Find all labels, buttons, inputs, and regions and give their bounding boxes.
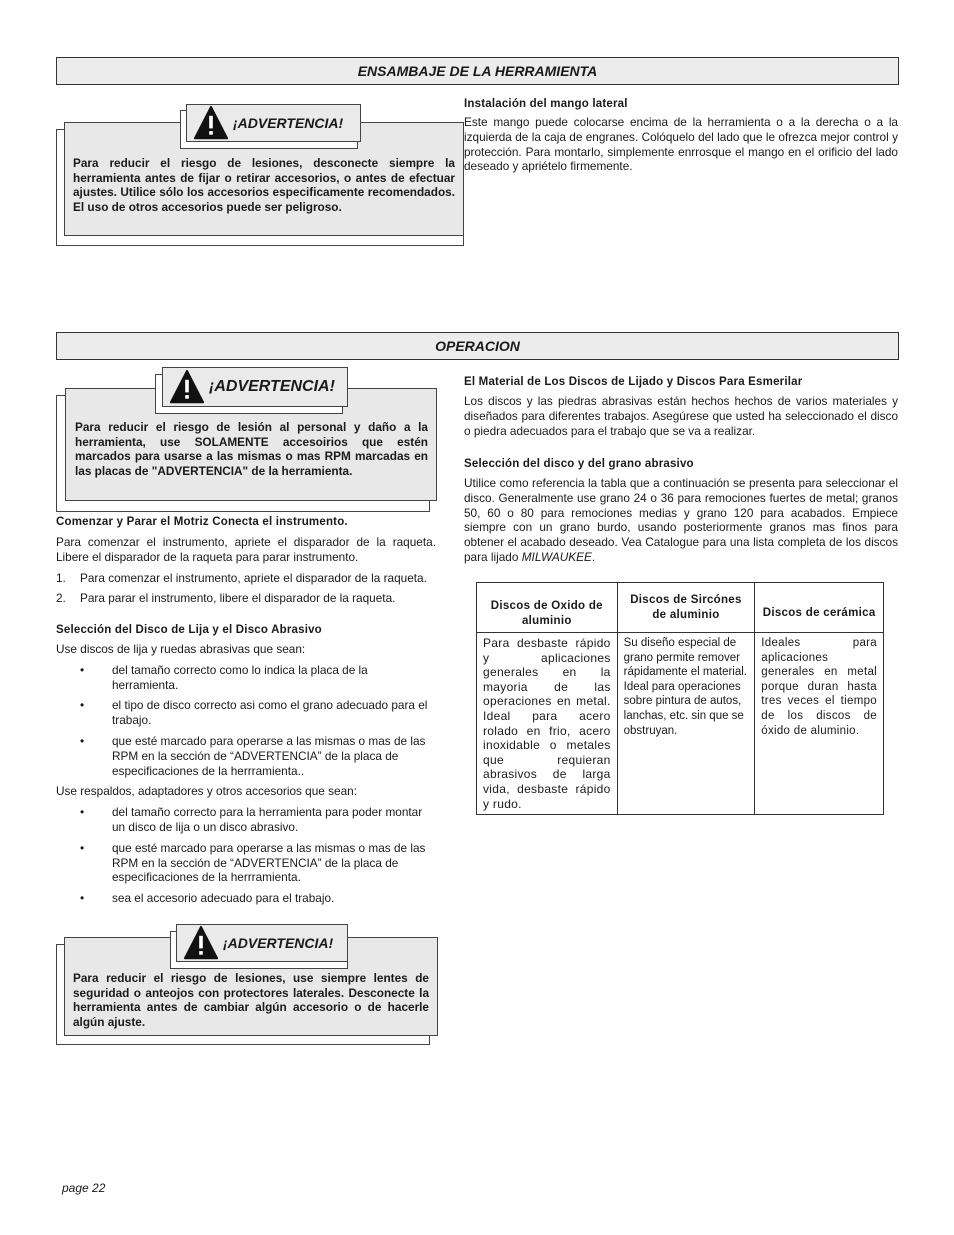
section-header-operation (56, 332, 899, 360)
list-item (56, 734, 436, 778)
disc-selection-intro: Use discos de lija y ruedas abrasivas que sean: (56, 642, 306, 656)
section-header-assembly (56, 57, 899, 85)
grit-text-end: . (591, 549, 596, 564)
list-text: Para parar el instrumento, libere el disparador de la raqueta. (80, 591, 396, 606)
bullet: • (80, 662, 85, 677)
disc-selection-heading: Selección del Disco de Lija y el Disco Abrasivo (56, 624, 322, 636)
table-row (477, 633, 884, 815)
list-text: que esté marcado para operarse a las mismas o mas de las RPM en la sección de “ADVERTENCIA” de la placa de especificaciones de la herrramienta.. (112, 733, 426, 778)
bullet: • (80, 698, 85, 713)
warning-text: Para reducir el riesgo de lesión al personal y daño a la herramienta, use SOLAMENTE accesoirios que estén marcados para usarse a las mismas o mas RPM marcadas en las placas de "ADVERTENCIA" de la herramienta. (75, 420, 428, 478)
bullet: • (80, 805, 85, 820)
list-item (56, 698, 436, 728)
list-item (56, 571, 436, 586)
start-stop-section (56, 516, 436, 606)
warning-tab (176, 924, 348, 962)
disc-selection-section (56, 624, 436, 906)
list-text: sea el accesorio adecuado para el trabajo. (112, 891, 335, 906)
list-item (56, 891, 436, 906)
page-number: page 22 (62, 1181, 106, 1195)
bullet: • (80, 891, 85, 906)
table-cell: Su diseño especial de grano permite remover rápidamente el material. Ideal para operaciones sobre pintura de autos, lanchas, etc. sin que se obstruyan. (617, 633, 755, 815)
disc-material-section (464, 376, 898, 438)
table-header-row (477, 583, 884, 633)
disc-comparison-table (476, 582, 884, 815)
warning-label: ¡ADVERTENCIA! (209, 378, 335, 395)
bullet: • (80, 733, 85, 748)
table-header: Discos de Oxido de aluminio (477, 583, 618, 633)
warning-label: ¡ADVERTENCIA! (233, 115, 344, 131)
list-text: que esté marcado para operarse a las mismas o mas de las RPM en la sección de “ADVERTENCIA” de la placa de especificaciones de la herrramienta. (112, 840, 426, 885)
table-cell: Ideales para aplicaciones generales en metal porque duran hasta tres veces el tiempo de los discos de óxido de aluminio. (755, 633, 884, 815)
bullet: • (80, 840, 85, 855)
table-header: Discos de Sircónes de aluminio (617, 583, 755, 633)
warning-label: ¡ADVERTENCIA! (223, 935, 334, 951)
brand-name: MILWAUKEE (521, 549, 592, 564)
list-text: del tamaño correcto para la herramienta para poder montar un disco de lija o un disco abrasivo. (112, 805, 423, 834)
warning-text: Para reducir el riesgo de lesiones, desconecte siempre la herramienta antes de fijar o retirar accesorios, o antes de efectuar ajustes. Utilice sólo los accesorios especificamente recomendados. El uso de otros accesorios puede ser peligroso. (73, 156, 455, 214)
start-stop-heading: Comenzar y Parar el Motriz Conecta el instrumento. (56, 516, 348, 528)
side-handle-heading: Instalación del mango lateral (464, 98, 628, 110)
list-text: Para comenzar el instrumento, apriete el disparador de la raqueta. (80, 570, 427, 585)
warning-tab (162, 367, 348, 407)
warning-triangle-icon (169, 369, 205, 405)
list-text: del tamaño correcto como lo indica la placa de la herramienta. (112, 662, 368, 692)
start-stop-intro: Para comenzar el instrumento, apriete el disparador de la raqueta. Libere el disparador de la raqueta para parar instrumento. (56, 535, 436, 564)
list-text: el tipo de disco correcto asi como el grano adecuado para el trabajo. (112, 698, 428, 728)
grit-selection-section (464, 458, 898, 565)
section-title: ENSAMBAJE DE LA HERRAMIENTA (357, 63, 598, 79)
warning-text: Para reducir el riesgo de lesiones, use siempre lentes de seguridad o anteojos con protectores laterales. Desconecte la herramienta antes de cambiar algún accesorio o de hacerle algún ajuste. (73, 971, 429, 1029)
section-title: OPERACION (435, 338, 520, 354)
side-handle-text: Este mango puede colocarse encima de la herramienta o a la derecha o a la izquierda de la caja de engranes. Colóquelo del lado que le ofrezca mejor control y protección. Para montarlo, simplemente enrrosque el mango en el orificio del lado deseado y apriételo firmemente. (464, 115, 898, 174)
warning-tab (186, 104, 361, 142)
table-cell: Para desbaste rápido y aplicaciones generales en la mayoria de las operaciones en metal. Ideal para acero rolado en frio, acero inoxidable o metales que requieran abrasivos de larga vida, desbaste rápido y rudo. (477, 633, 618, 815)
list-item (56, 805, 436, 835)
list-item (56, 591, 436, 606)
list-number: 2. (56, 591, 66, 606)
list-item (56, 841, 436, 885)
warning-triangle-icon (193, 105, 229, 141)
list-item (56, 663, 436, 693)
accessories-intro: Use respaldos, adaptadores y otros accesorios que sean: (56, 784, 357, 799)
grit-text: Utilice como referencia la tabla que a continuación se presenta para seleccionar el disco. Generalmente use grano 24 o 36 para remociones fuertes de metal; granos 50, 60 o 80 para remociones medias y grano 120 para acabados. Empiece siempre con un grano burdo, usando posteriormente granos mas finos para obtener el acabado deseado. Vea Catalogue para una lista completa de los discos para lijado (464, 476, 898, 564)
grit-selection-heading: Selección del disco y del grano abrasivo (464, 458, 694, 470)
warning-triangle-icon (183, 925, 219, 961)
side-handle-section (464, 98, 898, 174)
list-number: 1. (56, 570, 66, 585)
disc-material-heading: El Material de Los Discos de Lijado y Discos Para Esmerilar (464, 376, 803, 388)
table-header: Discos de cerámica (755, 583, 884, 633)
grit-selection-text (464, 476, 898, 565)
disc-material-text: Los discos y las piedras abrasivas están hechos hechos de varios materiales y diseñados para diferentes trabajos. Asegúrese que usted ha seleccionado el disco o piedra adecuados para el trabajo que se va a realizar. (464, 394, 898, 438)
